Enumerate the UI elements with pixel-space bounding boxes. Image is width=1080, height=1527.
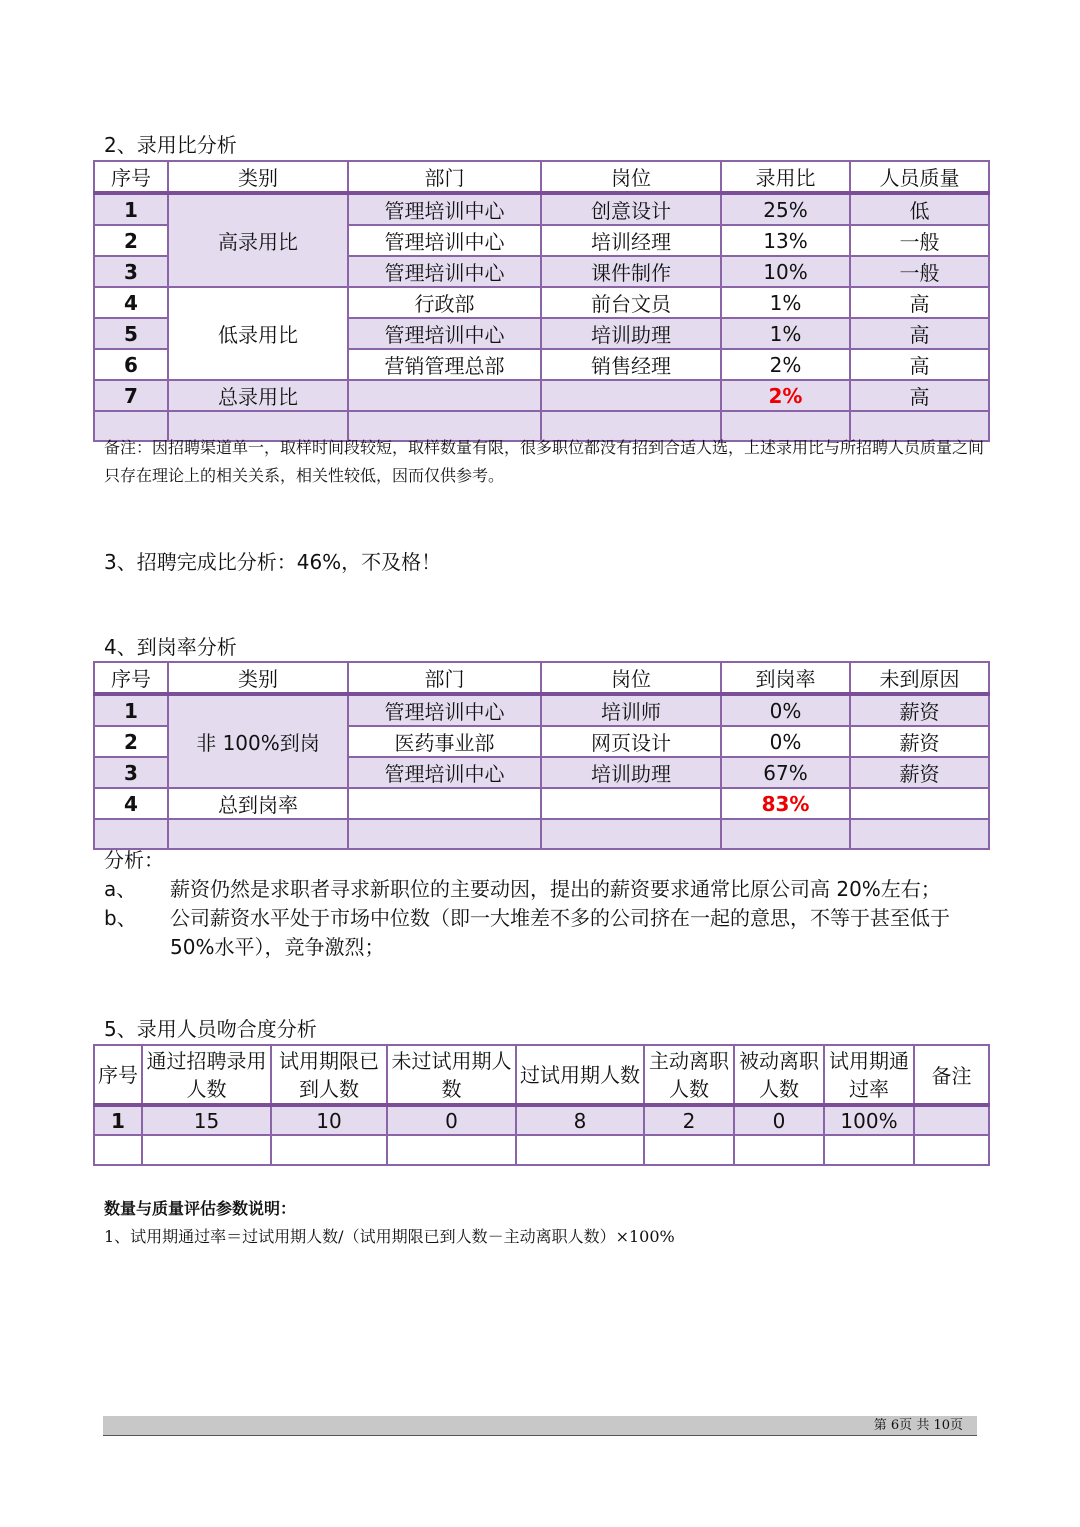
quality-cell: 低: [850, 193, 989, 225]
arrival-rate-table: [93, 661, 990, 850]
col-header-pass-rate: 试用期通过率: [824, 1045, 914, 1105]
parameter-notes: [104, 1195, 675, 1251]
col-header-department: 部门: [348, 662, 541, 694]
voluntary-cell: 2: [644, 1105, 734, 1135]
ratio-cell: 1%: [721, 287, 850, 318]
position-cell: 培训助理: [541, 318, 721, 349]
position-cell: 销售经理: [541, 349, 721, 380]
col-header-failed: 未过试用期人数: [387, 1045, 516, 1105]
col-header-category: 类别: [168, 161, 348, 193]
col-header-remark: 备注: [914, 1045, 989, 1105]
arrival-analysis: [104, 846, 990, 962]
fit-analysis-table: [93, 1044, 990, 1166]
section3-heading: 3、招聘完成比分析：46%，不及格！: [104, 550, 442, 574]
row-index: 5: [94, 318, 168, 349]
department-cell: 管理培训中心: [348, 318, 541, 349]
department-cell: [348, 788, 541, 819]
department-cell: 行政部: [348, 287, 541, 318]
rate-cell: 67%: [721, 757, 850, 788]
department-cell: 管理培训中心: [348, 193, 541, 225]
col-header-involuntary: 被动离职人数: [734, 1045, 824, 1105]
quality-cell: 高: [850, 318, 989, 349]
page-number: 第 6页 共 10页: [873, 1418, 963, 1433]
department-cell: 管理培训中心: [348, 757, 541, 788]
col-header-department: 部门: [348, 161, 541, 193]
department-cell: [348, 380, 541, 411]
row-index: 2: [94, 225, 168, 256]
col-header-position: 岗位: [541, 662, 721, 694]
rate-cell: 0%: [721, 726, 850, 757]
col-header-category: 类别: [168, 662, 348, 694]
section2-note: 备注：因招聘渠道单一，取样时间段较短，取样数量有限，很多职位都没有招到合适人选，上述录用比与所招聘人员质量之间只存在理论上的相关关系，相关性较低，因而仅供参考。: [104, 438, 985, 485]
quality-cell: 高: [850, 380, 989, 411]
remark-cell: [914, 1105, 989, 1135]
department-cell: 管理培训中心: [348, 256, 541, 287]
row-index: 1: [94, 1105, 142, 1135]
row-index: 3: [94, 256, 168, 287]
row-index: 1: [94, 193, 168, 225]
col-header-index: 序号: [94, 662, 168, 694]
section4-heading: 4、到岗率分析: [104, 635, 237, 659]
hire-ratio-table: [93, 160, 990, 442]
col-header-arrival-rate: 到岗率: [721, 662, 850, 694]
position-cell: 前台文员: [541, 287, 721, 318]
total-ratio-cell: 2%: [721, 380, 850, 411]
page-footer: [103, 1416, 977, 1436]
reason-cell: 薪资: [850, 694, 989, 726]
row-index: 4: [94, 287, 168, 318]
table-row: [94, 694, 989, 726]
position-cell: 培训助理: [541, 757, 721, 788]
analysis-marker: a、: [104, 877, 137, 901]
table-row: [94, 1105, 989, 1135]
col-header-quality: 人员质量: [850, 161, 989, 193]
row-index: 1: [94, 694, 168, 726]
analysis-item-a: [104, 875, 990, 904]
row-index: 3: [94, 757, 168, 788]
table-row-total: [94, 380, 989, 411]
department-cell: 营销管理总部: [348, 349, 541, 380]
row-index: 2: [94, 726, 168, 757]
category-total-ratio: 总录用比: [168, 380, 348, 411]
analysis-text: 薪资仍然是求职者寻求新职位的主要动因，提出的薪资要求通常比原公司高 20%左右；: [170, 877, 941, 901]
passed-cell: 8: [516, 1105, 644, 1135]
category-low-ratio: 低录用比: [168, 287, 348, 380]
section5-heading: 5、录用人员吻合度分析: [104, 1017, 317, 1041]
col-header-passed: 过试用期人数: [516, 1045, 644, 1105]
category-non-full-arrival: 非 100%到岗: [168, 694, 348, 788]
parameter-notes-title: 数量与质量评估参数说明：: [104, 1199, 297, 1218]
analysis-marker: b、: [104, 906, 137, 930]
col-header-hire-ratio: 录用比: [721, 161, 850, 193]
col-header-voluntary: 主动离职人数: [644, 1045, 734, 1105]
position-cell: 课件制作: [541, 256, 721, 287]
involuntary-cell: 0: [734, 1105, 824, 1135]
position-cell: 创意设计: [541, 193, 721, 225]
table-row-empty: [94, 819, 989, 849]
total-rate-cell: 83%: [721, 788, 850, 819]
rate-cell: 0%: [721, 694, 850, 726]
ratio-cell: 13%: [721, 225, 850, 256]
department-cell: 管理培训中心: [348, 694, 541, 726]
quality-cell: 高: [850, 287, 989, 318]
analysis-item-b: [104, 904, 990, 962]
table-row: [94, 193, 989, 225]
col-header-due: 试用期限已到人数: [271, 1045, 387, 1105]
row-index: 6: [94, 349, 168, 380]
department-cell: 医药事业部: [348, 726, 541, 757]
row-index: 7: [94, 380, 168, 411]
table-row-empty: [94, 1135, 989, 1165]
ratio-cell: 1%: [721, 318, 850, 349]
parameter-note-item: 1、试用期通过率＝过试用期人数/（试用期限已到人数－主动离职人数）×100%: [104, 1227, 675, 1246]
ratio-cell: 2%: [721, 349, 850, 380]
row-index: 4: [94, 788, 168, 819]
position-cell: [541, 380, 721, 411]
pass-rate-cell: 100%: [824, 1105, 914, 1135]
reason-cell: 薪资: [850, 757, 989, 788]
due-cell: 10: [271, 1105, 387, 1135]
table-row: [94, 287, 989, 318]
col-header-index: 序号: [94, 1045, 142, 1105]
position-cell: [541, 788, 721, 819]
failed-cell: 0: [387, 1105, 516, 1135]
ratio-cell: 25%: [721, 193, 850, 225]
col-header-hired: 通过招聘录用人数: [142, 1045, 271, 1105]
quality-cell: 一般: [850, 225, 989, 256]
department-cell: 管理培训中心: [348, 225, 541, 256]
position-cell: 培训师: [541, 694, 721, 726]
table-row-total: [94, 788, 989, 819]
hired-cell: 15: [142, 1105, 271, 1135]
reason-cell: [850, 788, 989, 819]
ratio-cell: 10%: [721, 256, 850, 287]
analysis-text: 公司薪资水平处于市场中位数（即一大堆差不多的公司挤在一起的意思，不等于甚至低于 50%水平），竞争激烈；: [170, 906, 950, 959]
quality-cell: 高: [850, 349, 989, 380]
section2-heading: 2、录用比分析: [104, 133, 237, 157]
col-header-reason: 未到原因: [850, 662, 989, 694]
reason-cell: 薪资: [850, 726, 989, 757]
category-total-arrival: 总到岗率: [168, 788, 348, 819]
position-cell: 培训经理: [541, 225, 721, 256]
quality-cell: 一般: [850, 256, 989, 287]
analysis-title: 分析：: [104, 848, 164, 872]
category-high-ratio: 高录用比: [168, 193, 348, 287]
col-header-index: 序号: [94, 161, 168, 193]
position-cell: 网页设计: [541, 726, 721, 757]
col-header-position: 岗位: [541, 161, 721, 193]
